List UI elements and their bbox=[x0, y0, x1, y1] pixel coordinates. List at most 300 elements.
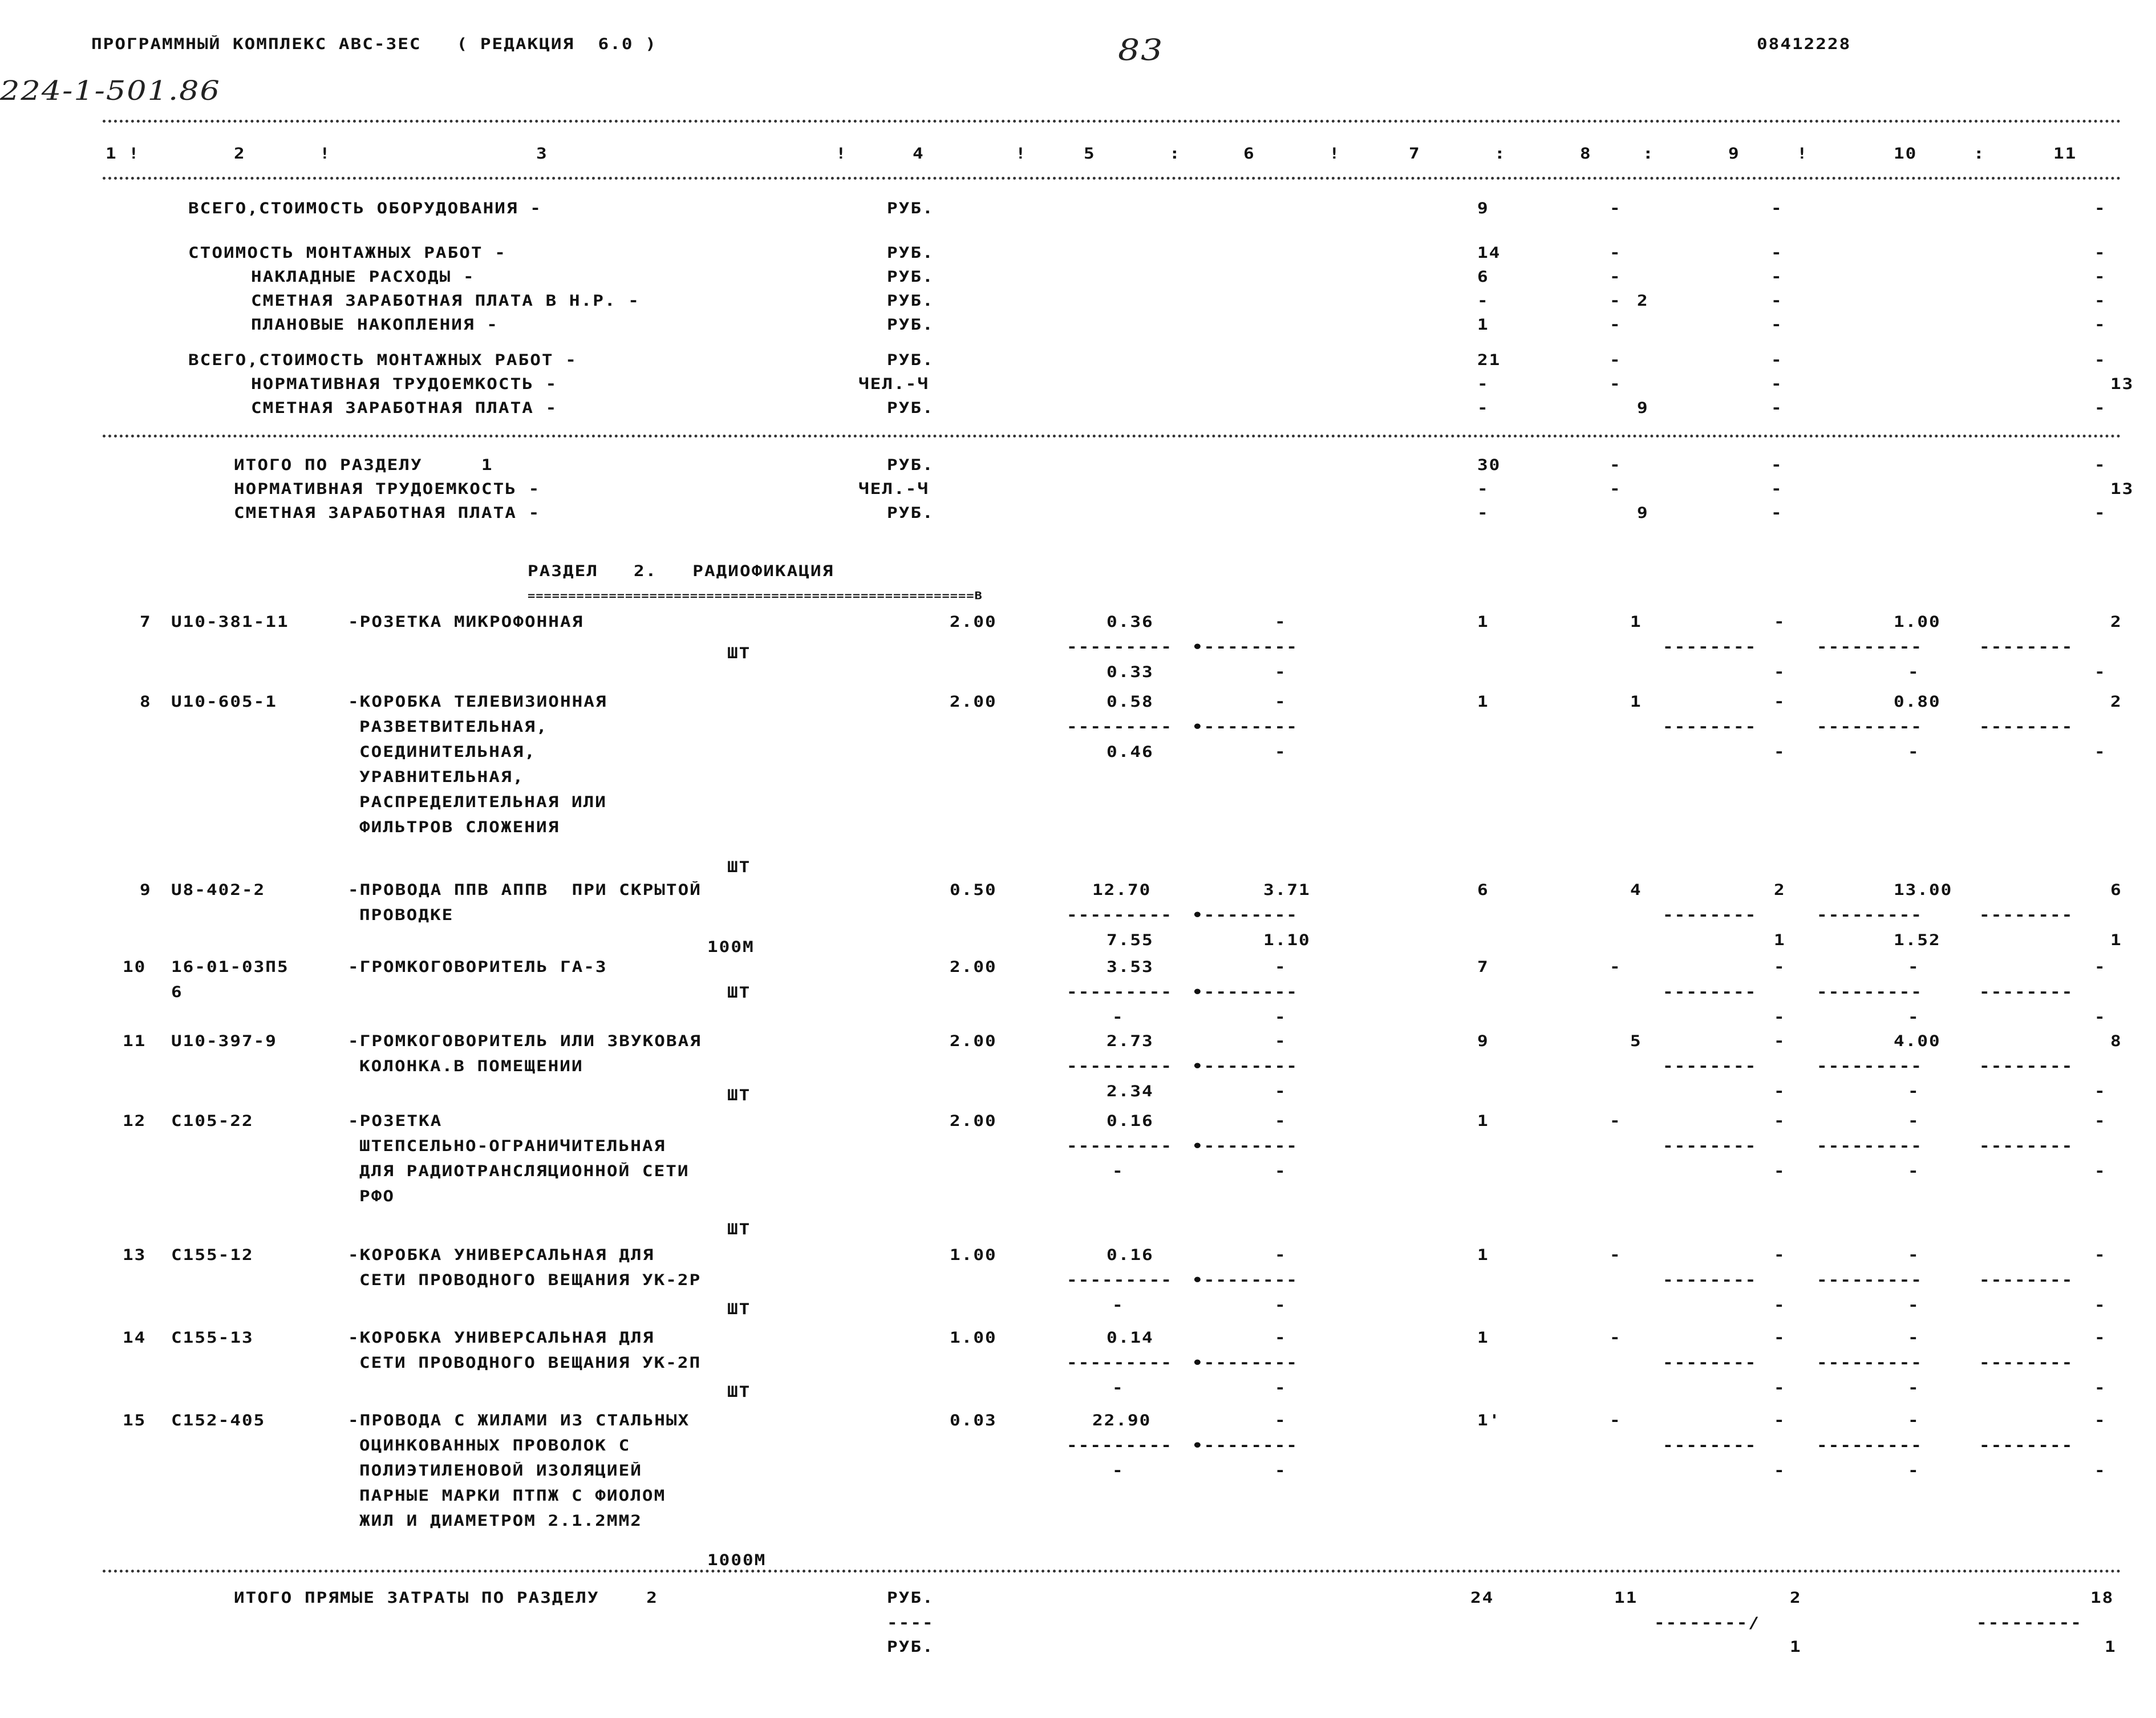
item-col5-rule: --------- bbox=[1067, 1354, 1173, 1372]
item-col9a: - bbox=[1774, 1032, 1786, 1050]
item-col11b: - bbox=[2094, 663, 2106, 681]
column-number: ! bbox=[1015, 145, 1027, 163]
summary-col11: - bbox=[2094, 316, 2106, 334]
item-unit: ШТ bbox=[727, 1087, 751, 1104]
item-number: 15 bbox=[123, 1412, 147, 1429]
column-number: 7 bbox=[1409, 145, 1421, 163]
item-col6a: - bbox=[1275, 1112, 1287, 1130]
item-description: -ГРОМКОГОВОРИТЕЛЬ ГА-3 bbox=[348, 958, 607, 976]
summary-label: ПЛАНОВЫЕ НАКОПЛЕНИЯ - bbox=[251, 316, 499, 334]
item-description: -КОРОБКА УНИВЕРСАЛЬНАЯ ДЛЯ bbox=[348, 1246, 655, 1264]
item-col9-rule: -------- bbox=[1663, 638, 1757, 656]
section-title: РАЗДЕЛ 2. РАДИОФИКАЦИЯ bbox=[528, 562, 834, 580]
item-quantity: 1.00 bbox=[950, 1246, 997, 1264]
item-col11b: - bbox=[2094, 1296, 2106, 1314]
item-col9a: - bbox=[1774, 613, 1786, 631]
summary-col11: - bbox=[2094, 351, 2106, 369]
section-total-col9: - bbox=[1771, 504, 1783, 522]
item-col6b: - bbox=[1275, 1083, 1287, 1100]
item-col10-rule: --------- bbox=[1817, 1057, 1923, 1075]
item-col11-rule: -------- bbox=[1979, 1354, 2074, 1372]
item-col7: 9 bbox=[1477, 1032, 1489, 1050]
item-col11b: - bbox=[2094, 743, 2106, 761]
summary-col9: - bbox=[1771, 268, 1783, 286]
summary-col8: - bbox=[1610, 316, 1622, 334]
item-col10b: 1.52 bbox=[1894, 931, 1941, 949]
item-col6a: - bbox=[1275, 1246, 1287, 1264]
column-number: 10 bbox=[1894, 145, 1918, 163]
item-col5a: 2.73 bbox=[1107, 1032, 1154, 1050]
item-col9-rule: -------- bbox=[1663, 983, 1757, 1001]
summary-unit: РУБ. bbox=[887, 351, 934, 369]
item-col7: 6 bbox=[1477, 881, 1489, 899]
section-total-col8: - bbox=[1610, 456, 1622, 474]
summary-label: ВСЕГО,СТОИМОСТЬ ОБОРУДОВАНИЯ - bbox=[188, 200, 542, 217]
item-col9b: - bbox=[1774, 1008, 1786, 1026]
total-col11b: 1 bbox=[2105, 1638, 2117, 1656]
item-col5b: - bbox=[1112, 1379, 1124, 1397]
item-col6b: - bbox=[1275, 1008, 1287, 1026]
item-description: СЕТИ ПРОВОДНОГО ВЕЩАНИЯ УК-2П bbox=[359, 1354, 702, 1372]
item-description: УРАВНИТЕЛЬНАЯ, bbox=[359, 768, 525, 786]
item-col5a: 0.58 bbox=[1107, 693, 1154, 711]
section-total-unit: РУБ. bbox=[887, 456, 934, 474]
item-quantity: 0.03 bbox=[950, 1412, 997, 1429]
item-col11a: 6 bbox=[2110, 881, 2122, 899]
total-col9a: 2 bbox=[1790, 1589, 1802, 1607]
item-col8: 4 bbox=[1630, 881, 1642, 899]
total-unit-2: РУБ. bbox=[887, 1638, 934, 1656]
item-unit: 1000М bbox=[707, 1551, 767, 1569]
item-code: C155-13 bbox=[171, 1329, 254, 1347]
item-col10a: - bbox=[1908, 1246, 1920, 1264]
item-quantity: 2.00 bbox=[950, 958, 997, 976]
column-number: ! bbox=[1329, 145, 1341, 163]
item-unit: ШТ bbox=[727, 1383, 751, 1401]
item-code: C155-12 bbox=[171, 1246, 254, 1264]
item-col9b: - bbox=[1774, 1162, 1786, 1180]
summary-col8: - bbox=[1610, 244, 1622, 262]
item-description: ПАРНЫЕ МАРКИ ПТПЖ С ФИОЛОМ bbox=[359, 1487, 666, 1505]
summary-col9: - bbox=[1771, 351, 1783, 369]
item-col10b: - bbox=[1908, 1083, 1920, 1100]
total-col8: 11 bbox=[1614, 1589, 1638, 1607]
item-col6b: - bbox=[1275, 1462, 1287, 1480]
item-col10b: - bbox=[1908, 1379, 1920, 1397]
item-col6-rule: •-------- bbox=[1192, 1271, 1298, 1289]
item-col9-rule: -------- bbox=[1663, 1437, 1757, 1454]
item-col5-rule: --------- bbox=[1067, 638, 1173, 656]
item-col11b: - bbox=[2094, 1162, 2106, 1180]
summary-col9: - bbox=[1771, 200, 1783, 217]
item-col11-rule: -------- bbox=[1979, 1057, 2074, 1075]
item-col11-rule: -------- bbox=[1979, 906, 2074, 924]
item-code-suffix: 6 bbox=[171, 983, 183, 1001]
item-col9b: - bbox=[1774, 1296, 1786, 1314]
item-col5-rule: --------- bbox=[1067, 1137, 1173, 1155]
item-col8: - bbox=[1610, 1246, 1622, 1264]
item-col5-rule: --------- bbox=[1067, 1057, 1173, 1075]
item-col10-rule: --------- bbox=[1817, 1137, 1923, 1155]
item-col7: 1 bbox=[1477, 1112, 1489, 1130]
item-col10-rule: --------- bbox=[1817, 906, 1923, 924]
item-col10-rule: --------- bbox=[1817, 1354, 1923, 1372]
section-total-label: НОРМАТИВНАЯ ТРУДОЕМКОСТЬ - bbox=[234, 480, 541, 498]
item-col10a: - bbox=[1908, 1112, 1920, 1130]
item-col7: 1 bbox=[1477, 1246, 1489, 1264]
summary-col9: - bbox=[1771, 316, 1783, 334]
summary-col9: - bbox=[1771, 292, 1783, 310]
item-col5a: 0.16 bbox=[1107, 1112, 1154, 1130]
item-col10b: - bbox=[1908, 1162, 1920, 1180]
item-description: СОЕДИНИТЕЛЬНАЯ, bbox=[359, 743, 536, 761]
section-total-label: СМЕТНАЯ ЗАРАБОТНАЯ ПЛАТА - bbox=[234, 504, 541, 522]
column-number: : bbox=[1973, 145, 1985, 163]
summary-col7: 9 bbox=[1477, 200, 1489, 217]
total-dash: ---- bbox=[887, 1614, 934, 1632]
item-quantity: 0.50 bbox=[950, 881, 997, 899]
summary-col7: - bbox=[1477, 375, 1489, 393]
total-col11a: 18 bbox=[2090, 1589, 2114, 1607]
item-col6a: - bbox=[1275, 1412, 1287, 1429]
item-col10a: - bbox=[1908, 958, 1920, 976]
document-code: 08412228 bbox=[1757, 35, 1851, 53]
item-col6b: - bbox=[1275, 1296, 1287, 1314]
item-col9a: - bbox=[1774, 693, 1786, 711]
section-underline: =======================================================В bbox=[528, 590, 983, 602]
item-col10b: - bbox=[1908, 1296, 1920, 1314]
item-col11a: - bbox=[2094, 1329, 2106, 1347]
summary-col7: 1 bbox=[1477, 316, 1489, 334]
item-unit: ШТ bbox=[727, 858, 751, 876]
item-col9b: 1 bbox=[1774, 931, 1786, 949]
column-number: 4 bbox=[913, 145, 925, 163]
item-col9a: - bbox=[1774, 1246, 1786, 1264]
item-unit: ШТ bbox=[727, 645, 751, 662]
item-col10a: 4.00 bbox=[1894, 1032, 1941, 1050]
item-col5-rule: --------- bbox=[1067, 983, 1173, 1001]
item-col9a: - bbox=[1774, 1112, 1786, 1130]
item-col5-rule: --------- bbox=[1067, 718, 1173, 736]
item-description: ПРОВОДКЕ bbox=[359, 906, 454, 924]
item-description: -КОРОБКА ТЕЛЕВИЗИОННАЯ bbox=[348, 693, 607, 711]
top-rule bbox=[103, 120, 2122, 123]
summary-col11: 13 bbox=[2110, 375, 2134, 393]
summary-col7: 6 bbox=[1477, 268, 1489, 286]
item-col5b: - bbox=[1112, 1462, 1124, 1480]
item-description: ДЛЯ РАДИОТРАНСЛЯЦИОННОЙ СЕТИ bbox=[359, 1162, 690, 1180]
section-total-col11: - bbox=[2094, 504, 2106, 522]
item-col5-rule: --------- bbox=[1067, 906, 1173, 924]
summary-col8b: 9 bbox=[1637, 399, 1649, 417]
item-col11a: 8 bbox=[2110, 1032, 2122, 1050]
section-total-col11: - bbox=[2094, 456, 2106, 474]
item-col5a: 0.36 bbox=[1107, 613, 1154, 631]
item-description: ФИЛЬТРОВ СЛОЖЕНИЯ bbox=[359, 819, 560, 836]
bottom-rule bbox=[103, 1570, 2122, 1573]
item-code: U10-381-11 bbox=[171, 613, 289, 631]
item-unit: ШТ bbox=[727, 1221, 751, 1238]
summary-label: СТОИМОСТЬ МОНТАЖНЫХ РАБОТ - bbox=[188, 244, 506, 262]
item-col6-rule: •-------- bbox=[1192, 638, 1298, 656]
item-col6a: - bbox=[1275, 693, 1287, 711]
summary-col11: - bbox=[2094, 292, 2106, 310]
item-col5b: - bbox=[1112, 1162, 1124, 1180]
item-col9a: - bbox=[1774, 958, 1786, 976]
item-col11a: 2 bbox=[2110, 613, 2122, 631]
item-col9b: - bbox=[1774, 1379, 1786, 1397]
item-col10b: - bbox=[1908, 1008, 1920, 1026]
item-col6b: 1.10 bbox=[1263, 931, 1311, 949]
summary-col7: 21 bbox=[1477, 351, 1501, 369]
item-col5a: 3.53 bbox=[1107, 958, 1154, 976]
item-code: C152-405 bbox=[171, 1412, 266, 1429]
item-col6-rule: •-------- bbox=[1192, 1437, 1298, 1454]
summary-col9: - bbox=[1771, 375, 1783, 393]
summary-col8: - bbox=[1610, 375, 1622, 393]
item-col11a: - bbox=[2094, 1246, 2106, 1264]
column-number: : bbox=[1494, 145, 1506, 163]
item-col10-rule: --------- bbox=[1817, 1271, 1923, 1289]
column-number: 5 bbox=[1084, 145, 1096, 163]
item-col6-rule: •-------- bbox=[1192, 1057, 1298, 1075]
column-number: 3 bbox=[536, 145, 548, 163]
item-col8: - bbox=[1610, 1329, 1622, 1347]
item-description: РФО bbox=[359, 1188, 395, 1205]
item-description: -РОЗЕТКА МИКРОФОННАЯ bbox=[348, 613, 584, 631]
total-sub-rule-9: --------/ bbox=[1654, 1614, 1760, 1632]
summary-col8: - bbox=[1610, 351, 1622, 369]
section-total-col8: - bbox=[1610, 480, 1622, 498]
item-description: РАСПРЕДЕЛИТЕЛЬНАЯ ИЛИ bbox=[359, 793, 607, 811]
item-col10b: - bbox=[1908, 743, 1920, 761]
item-col8: 1 bbox=[1630, 613, 1642, 631]
item-col5-rule: --------- bbox=[1067, 1271, 1173, 1289]
item-number: 14 bbox=[123, 1329, 147, 1347]
summary-unit: ЧЕЛ.-Ч bbox=[858, 375, 929, 393]
summary-unit: РУБ. bbox=[887, 292, 934, 310]
section-total-col7: 30 bbox=[1477, 456, 1501, 474]
item-description: -ПРОВОДА ППВ АППВ ПРИ СКРЫТОЙ bbox=[348, 881, 702, 899]
item-number: 7 bbox=[140, 613, 152, 631]
summary-col8: - bbox=[1610, 200, 1622, 217]
item-col11-rule: -------- bbox=[1979, 1137, 2074, 1155]
total-col9b: 1 bbox=[1790, 1638, 1802, 1656]
item-col11b: - bbox=[2094, 1008, 2106, 1026]
item-col9-rule: -------- bbox=[1663, 1137, 1757, 1155]
item-description: -КОРОБКА УНИВЕРСАЛЬНАЯ ДЛЯ bbox=[348, 1329, 655, 1347]
item-col5b: - bbox=[1112, 1008, 1124, 1026]
item-code: 16-01-03П5 bbox=[171, 958, 289, 976]
item-col5b: 7.55 bbox=[1107, 931, 1154, 949]
column-number: ! bbox=[319, 145, 331, 163]
item-unit: ШТ bbox=[727, 1300, 751, 1318]
item-col9-rule: -------- bbox=[1663, 1057, 1757, 1075]
item-code: C105-22 bbox=[171, 1112, 254, 1130]
item-unit: 100М bbox=[707, 938, 755, 956]
item-col6a: - bbox=[1275, 613, 1287, 631]
summary-col8b: 2 bbox=[1637, 292, 1649, 310]
item-col9b: - bbox=[1774, 743, 1786, 761]
item-col6b: - bbox=[1275, 743, 1287, 761]
summary-unit: РУБ. bbox=[887, 268, 934, 286]
item-quantity: 2.00 bbox=[950, 1032, 997, 1050]
item-number: 12 bbox=[123, 1112, 147, 1130]
item-col5-rule: --------- bbox=[1067, 1437, 1173, 1454]
column-number: 2 bbox=[234, 145, 246, 163]
item-col6a: - bbox=[1275, 1032, 1287, 1050]
summary-unit: РУБ. bbox=[887, 316, 934, 334]
item-col8: 5 bbox=[1630, 1032, 1642, 1050]
item-col11a: - bbox=[2094, 958, 2106, 976]
item-number: 9 bbox=[140, 881, 152, 899]
item-col10-rule: --------- bbox=[1817, 718, 1923, 736]
column-number: : bbox=[1643, 145, 1655, 163]
item-description: -ПРОВОДА С ЖИЛАМИ ИЗ СТАЛЬНЫХ bbox=[348, 1412, 690, 1429]
summary-label: ВСЕГО,СТОИМОСТЬ МОНТАЖНЫХ РАБОТ - bbox=[188, 351, 577, 369]
item-col11-rule: -------- bbox=[1979, 1437, 2074, 1454]
total-label: ИТОГО ПРЯМЫЕ ЗАТРАТЫ ПО РАЗДЕЛУ 2 bbox=[234, 1589, 658, 1607]
item-col5b: 2.34 bbox=[1107, 1083, 1154, 1100]
item-col5b: 0.33 bbox=[1107, 663, 1154, 681]
item-col9-rule: -------- bbox=[1663, 906, 1757, 924]
item-code: U8-402-2 bbox=[171, 881, 266, 899]
item-col11a: 2 bbox=[2110, 693, 2122, 711]
item-col9b: - bbox=[1774, 1083, 1786, 1100]
column-number: 8 bbox=[1580, 145, 1592, 163]
summary-col11: - bbox=[2094, 268, 2106, 286]
summary-col11: - bbox=[2094, 244, 2106, 262]
program-title: ПРОГРАММНЫЙ КОМПЛЕКС АВС-ЗЕС ( РЕДАКЦИЯ 6.0 ) bbox=[91, 35, 657, 53]
item-quantity: 2.00 bbox=[950, 693, 997, 711]
item-col6-rule: •-------- bbox=[1192, 906, 1298, 924]
item-col5a: 22.90 bbox=[1092, 1412, 1152, 1429]
item-col11a: - bbox=[2094, 1412, 2106, 1429]
item-col11b: - bbox=[2094, 1083, 2106, 1100]
column-number: : bbox=[1169, 145, 1181, 163]
column-number: 1 bbox=[106, 145, 117, 163]
item-col9-rule: -------- bbox=[1663, 718, 1757, 736]
item-quantity: 2.00 bbox=[950, 613, 997, 631]
summary-col11: - bbox=[2094, 399, 2106, 417]
column-number: ! bbox=[836, 145, 848, 163]
column-number: ! bbox=[1797, 145, 1809, 163]
item-col8: - bbox=[1610, 1112, 1622, 1130]
item-col6-rule: •-------- bbox=[1192, 1354, 1298, 1372]
summary-col8: - bbox=[1610, 292, 1622, 310]
section-total-col7: - bbox=[1477, 480, 1489, 498]
item-col7: 1 bbox=[1477, 693, 1489, 711]
item-description: ОЦИНКОВАННЫХ ПРОВОЛОК С bbox=[359, 1437, 631, 1454]
item-col10-rule: --------- bbox=[1817, 1437, 1923, 1454]
summary-col7: 14 bbox=[1477, 244, 1501, 262]
section-total-col11: 13 bbox=[2110, 480, 2134, 498]
item-col9a: - bbox=[1774, 1412, 1786, 1429]
item-description: СЕТИ ПРОВОДНОГО ВЕЩАНИЯ УК-2Р bbox=[359, 1271, 702, 1289]
item-description: -РОЗЕТКА bbox=[348, 1112, 443, 1130]
summary-rule bbox=[103, 435, 2122, 437]
item-number: 8 bbox=[140, 693, 152, 711]
item-col6b: - bbox=[1275, 1162, 1287, 1180]
item-unit: ШТ bbox=[727, 984, 751, 1002]
item-description: ПОЛИЭТИЛЕНОВОЙ ИЗОЛЯЦИЕЙ bbox=[359, 1462, 642, 1480]
item-col9a: - bbox=[1774, 1329, 1786, 1347]
item-col7: 1' bbox=[1477, 1412, 1501, 1429]
item-quantity: 2.00 bbox=[950, 1112, 997, 1130]
item-col10a: - bbox=[1908, 1329, 1920, 1347]
item-col11b: - bbox=[2094, 1462, 2106, 1480]
item-code: U10-397-9 bbox=[171, 1032, 277, 1050]
item-col11a: - bbox=[2094, 1112, 2106, 1130]
item-col5a: 0.16 bbox=[1107, 1246, 1154, 1264]
item-col6a: - bbox=[1275, 958, 1287, 976]
item-number: 10 bbox=[123, 958, 147, 976]
item-col10a: 1.00 bbox=[1894, 613, 1941, 631]
item-col10-rule: --------- bbox=[1817, 983, 1923, 1001]
total-unit: РУБ. bbox=[887, 1589, 934, 1607]
item-description: ШТЕПСЕЛЬНО-ОГРАНИЧИТЕЛЬНАЯ bbox=[359, 1137, 666, 1155]
item-col8: 1 bbox=[1630, 693, 1642, 711]
item-col6-rule: •-------- bbox=[1192, 1137, 1298, 1155]
item-col11-rule: -------- bbox=[1979, 983, 2074, 1001]
summary-label: НОРМАТИВНАЯ ТРУДОЕМКОСТЬ - bbox=[251, 375, 558, 393]
summary-label: СМЕТНАЯ ЗАРАБОТНАЯ ПЛАТА - bbox=[251, 399, 558, 417]
item-col6-rule: •-------- bbox=[1192, 718, 1298, 736]
summary-col9: - bbox=[1771, 244, 1783, 262]
summary-label: СМЕТНАЯ ЗАРАБОТНАЯ ПЛАТА В Н.Р. - bbox=[251, 292, 640, 310]
item-code: U10-605-1 bbox=[171, 693, 277, 711]
column-number: 6 bbox=[1243, 145, 1255, 163]
section-total-col9: - bbox=[1771, 480, 1783, 498]
item-quantity: 1.00 bbox=[950, 1329, 997, 1347]
item-col8: - bbox=[1610, 958, 1622, 976]
handwritten-reference: 224-1-501.86 bbox=[0, 75, 221, 107]
item-description: -ГРОМКОГОВОРИТЕЛЬ ИЛИ ЗВУКОВАЯ bbox=[348, 1032, 702, 1050]
item-col10a: - bbox=[1908, 1412, 1920, 1429]
item-description: РАЗВЕТВИТЕЛЬНАЯ, bbox=[359, 718, 548, 736]
item-col5a: 0.14 bbox=[1107, 1329, 1154, 1347]
item-col5a: 12.70 bbox=[1092, 881, 1152, 899]
summary-col11: - bbox=[2094, 200, 2106, 217]
item-col9b: - bbox=[1774, 1462, 1786, 1480]
summary-col8: - bbox=[1610, 268, 1622, 286]
column-number: 9 bbox=[1728, 145, 1740, 163]
item-col10b: - bbox=[1908, 663, 1920, 681]
item-col11-rule: -------- bbox=[1979, 718, 2074, 736]
page-number: 83 bbox=[1118, 33, 1164, 68]
summary-unit: РУБ. bbox=[887, 399, 934, 417]
item-col6a: - bbox=[1275, 1329, 1287, 1347]
item-col7: 1 bbox=[1477, 613, 1489, 631]
section-total-col9: - bbox=[1771, 456, 1783, 474]
item-col11-rule: -------- bbox=[1979, 1271, 2074, 1289]
section-total-unit: РУБ. bbox=[887, 504, 934, 522]
item-col10a: 0.80 bbox=[1894, 693, 1941, 711]
summary-col7: - bbox=[1477, 399, 1489, 417]
column-number: ! bbox=[128, 145, 140, 163]
section-total-unit: ЧЕЛ.-Ч bbox=[858, 480, 929, 498]
item-number: 13 bbox=[123, 1246, 147, 1264]
item-col10-rule: --------- bbox=[1817, 638, 1923, 656]
section-total-col8b: 9 bbox=[1637, 504, 1649, 522]
item-col6b: - bbox=[1275, 663, 1287, 681]
item-col11b: 1 bbox=[2110, 931, 2122, 949]
header-rule bbox=[103, 177, 2122, 180]
summary-col9: - bbox=[1771, 399, 1783, 417]
item-col11b: - bbox=[2094, 1379, 2106, 1397]
item-col7: 1 bbox=[1477, 1329, 1489, 1347]
total-sub-rule-11: --------- bbox=[1976, 1614, 2082, 1632]
